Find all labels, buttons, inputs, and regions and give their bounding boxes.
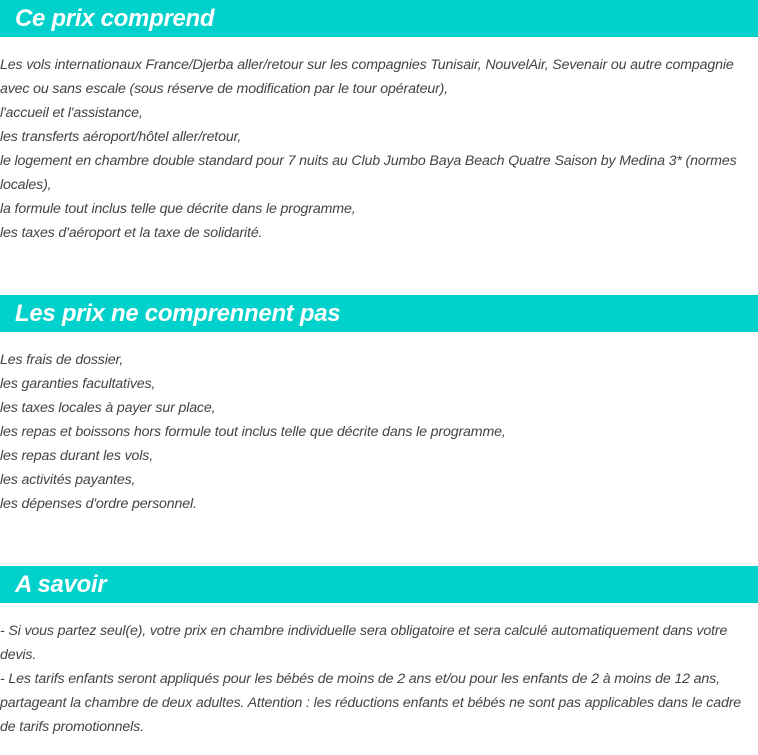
section-body (0, 37, 758, 245)
section-body (0, 332, 758, 516)
list-item: Les vols internationaux France/Djerba aller/retour sur les compagnies Tunisair, NouvelAir, Sevenair ou autre compagnie avec ou sans escale (sous réserve de modification par le tour opérateur), (0, 57, 734, 97)
section-price-excludes (0, 295, 758, 516)
section-title: Les prix ne comprennent pas (0, 295, 758, 332)
section-good-to-know (0, 566, 758, 739)
list-item: les taxes locales à payer sur place, (0, 400, 216, 416)
section-title: A savoir (0, 566, 758, 603)
list-item: les repas et boissons hors formule tout inclus telle que décrite dans le programme, (0, 424, 506, 440)
list-item: les taxes d'aéroport et la taxe de solidarité. (0, 225, 263, 241)
list-item: l'accueil et l'assistance, (0, 105, 143, 121)
list-item: la formule tout inclus telle que décrite dans le programme, (0, 201, 356, 217)
list-item: les garanties facultatives, (0, 376, 156, 392)
section-price-includes (0, 0, 758, 245)
section-body (0, 603, 758, 739)
list-item: - Les tarifs enfants seront appliqués pour les bébés de moins de 2 ans et/ou pour les enfants de 2 à moins de 12 ans, partageant la chambre de deux adultes. Attention : les réductions enfants et bébés ne sont pas applicables dans le cadre de tarifs promotionnels. (0, 671, 742, 735)
list-item: les repas durant les vols, (0, 448, 154, 464)
list-item: le logement en chambre double standard pour 7 nuits au Club Jumbo Baya Beach Quatre Saison by Medina 3* (normes locales), (0, 153, 737, 193)
list-item: les dépenses d'ordre personnel. (0, 496, 197, 512)
list-item: - Si vous partez seul(e), votre prix en chambre individuelle sera obligatoire et sera calculé automatiquement dans votre devis. (0, 623, 728, 663)
list-item: les activités payantes, (0, 472, 136, 488)
section-title: Ce prix comprend (0, 0, 758, 37)
list-item: Les frais de dossier, (0, 352, 124, 368)
list-item: les transferts aéroport/hôtel aller/retour, (0, 129, 242, 145)
